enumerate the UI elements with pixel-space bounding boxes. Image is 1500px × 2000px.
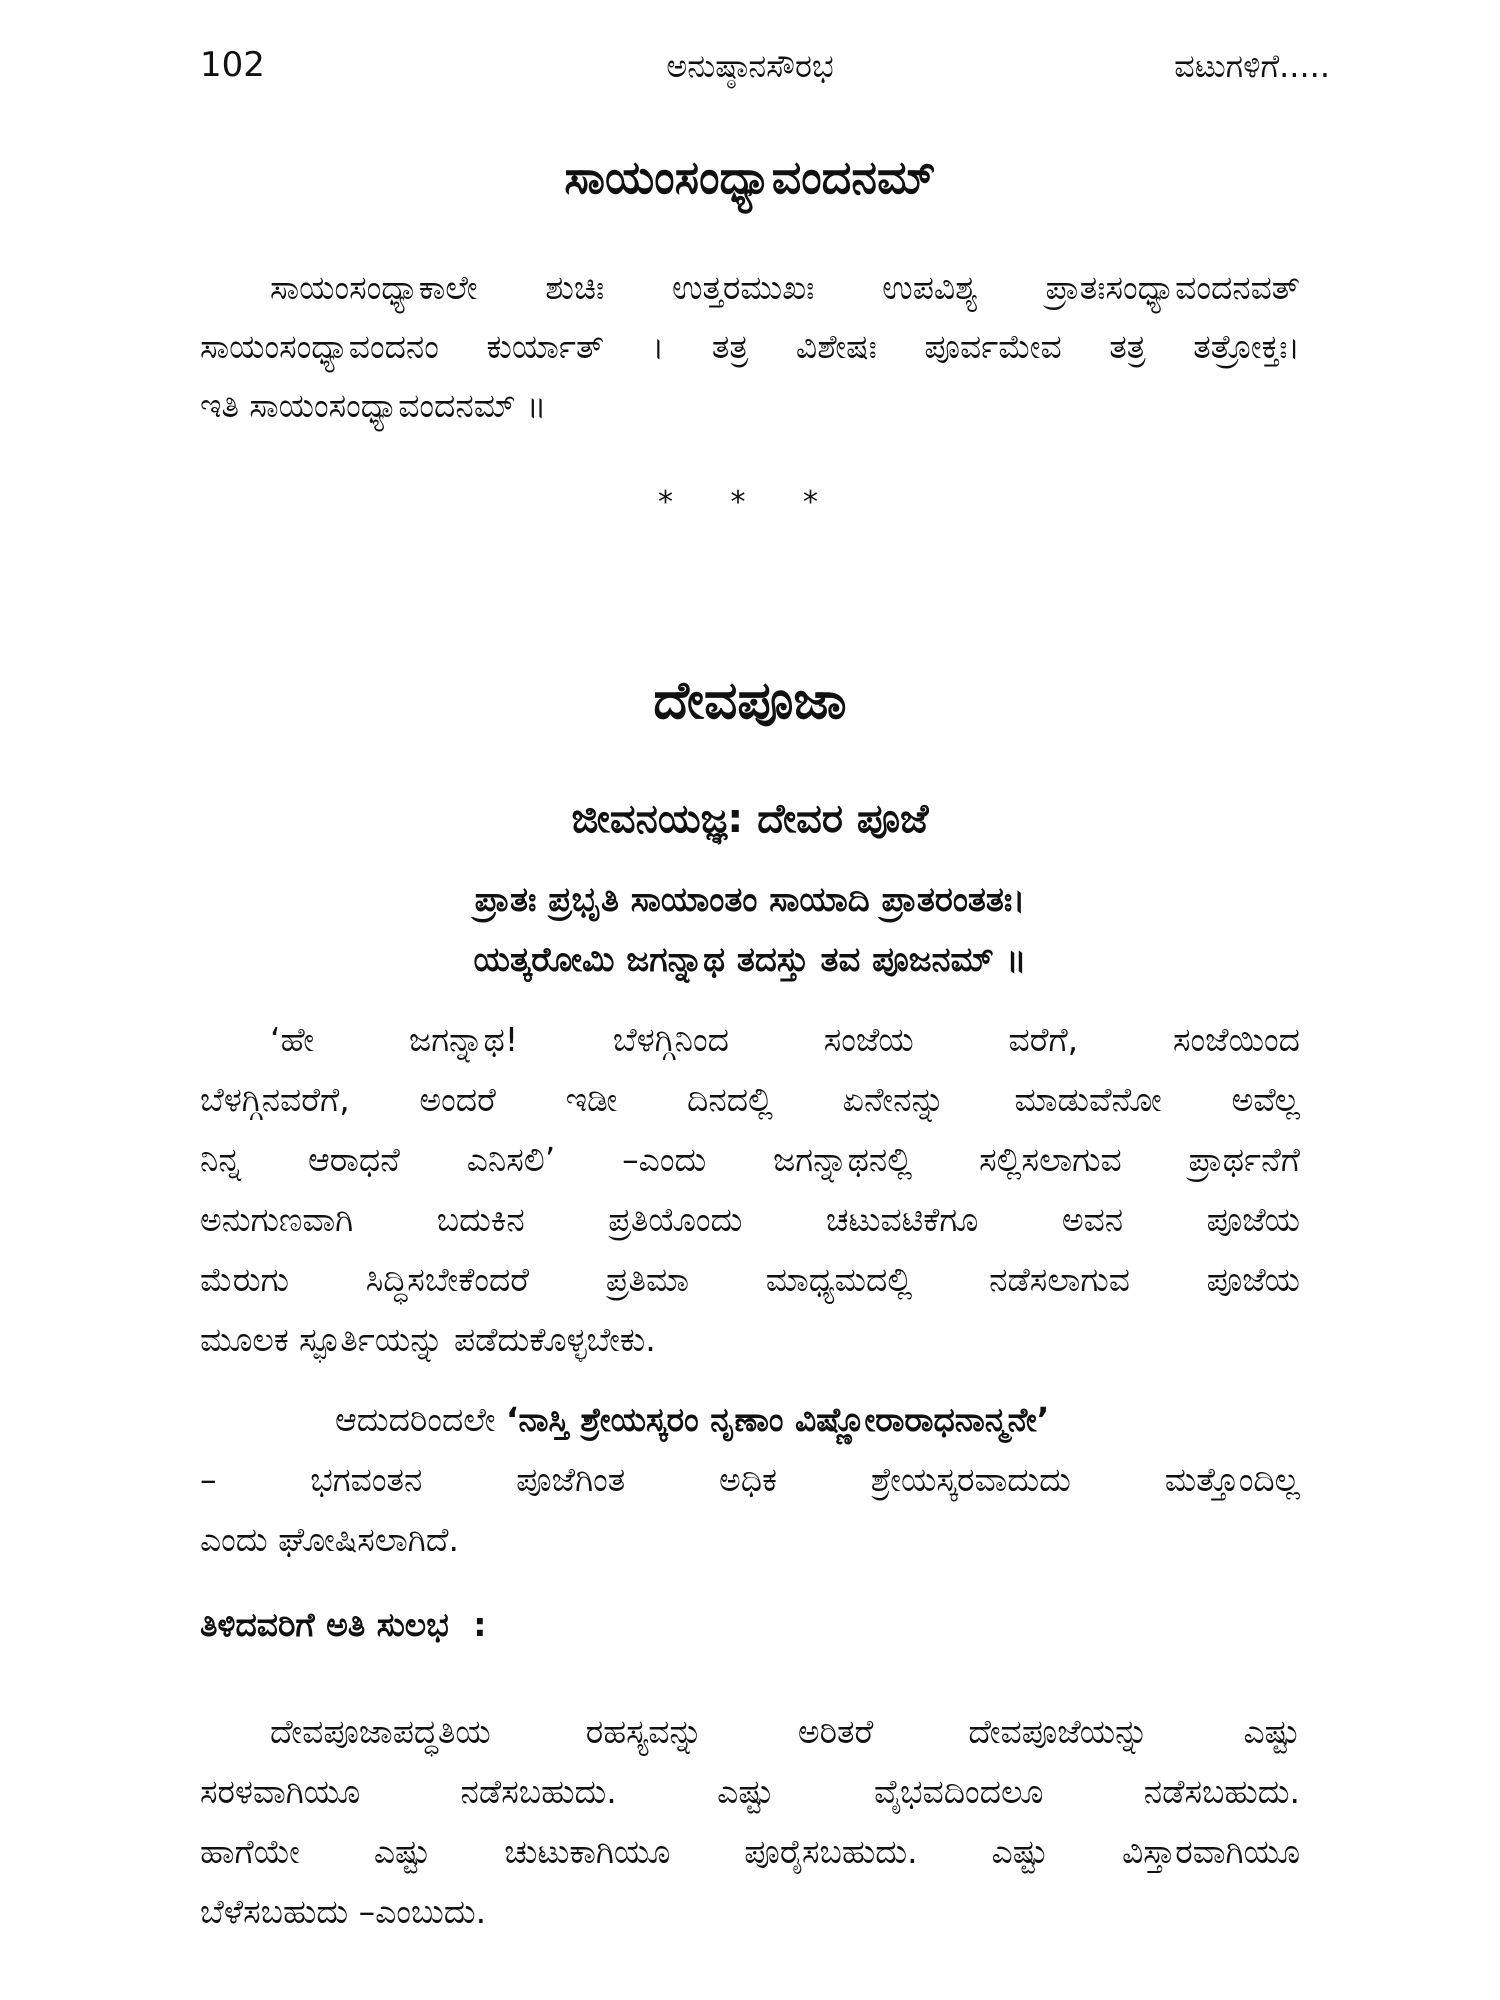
para1-line-3: ನಿನ್ನ ಆರಾಧನೆ ಎನಿಸಲಿ’ –ಎಂದು ಜಗನ್ನಾಥನಲ್ಲಿ ಸಲ್ಲಿಸಲಾಗುವ ಪ್ರಾರ್ಥನೆಗೆ [200,1140,1300,1179]
para1-line-2: ಬೆಳಗ್ಗಿನವರೆಗೆ, ಅಂದರೆ ಇಡೀ ದಿನದಲ್ಲಿ ಏನೇನನ್ನು ಮಾಡುವೆನೋ ಅವೆಲ್ಲ [200,1080,1300,1119]
devapuja-subtitle: ಜೀವನಯಜ್ಞ: ದೇವರ ಪೂಜೆ [571,796,929,842]
para2-line-2: – ಭಗವಂತನ ಪೂಜೆಗಿಂತ ಅಧಿಕ ಶ್ರೇಯಸ್ಕರವಾದುದು ಮತ್ತೊಂದಿಲ್ಲ [200,1460,1300,1499]
sayam-line-3: ಇತಿ ಸಾಯಂಸಂಧ್ಯಾವಂದನಮ್ ॥ [200,386,547,425]
para1-line-6: ಮೂಲಕ ಸ್ಫೂರ್ತಿಯನ್ನು ಪಡೆದುಕೊಳ್ಳಬೇಕು. [200,1320,656,1359]
para1-line-1: ‘ಹೇ ಜಗನ್ನಾಥ! ಬೆಳಗ್ಗಿನಿಂದ ಸಂಜೆಯ ವರೆಗೆ, ಸಂಜೆಯಿಂದ [270,1020,1300,1059]
para1-line-5: ಮೆರುಗು ಸಿದ್ಧಿಸಬೇಕೆಂದರೆ ಪ್ರತಿಮಾ ಮಾಧ್ಯಮದಲ್ಲಿ ನಡೆಸಲಾಗುವ ಪೂಜೆಯ [200,1260,1300,1299]
para2-line-1 [335,1400,1300,1440]
verse-line-2: ಯತ್ಕರೋಮಿ ಜಗನ್ನಾಥ ತದಸ್ತು ತವ ಪೂಜನಮ್ ॥ [473,940,1027,980]
subheading-easy-for-knowers [200,1605,486,1645]
para3-line-2: ಸರಳವಾಗಿಯೂ ನಡೆಸಬಹುದು. ಎಷ್ಟು ವೈಭವದಿಂದಲೂ ನಡೆಸಬಹುದು. [200,1772,1300,1811]
para2-line-3: ಎಂದು ಘೋಷಿಸಲಾಗಿದೆ. [200,1520,459,1559]
subheading-colon: : [473,1605,487,1644]
verse-line-1: ಪ್ರಾತಃ ಪ್ರಭೃತಿ ಸಾಯಾಂತಂ ಸಾಯಾದಿ ಪ್ರಾತರಂತತಃ। [474,880,1026,920]
section-separator: * * * [657,485,843,520]
para2-intro: ಆದುದರಿಂದಲೇ [335,1400,496,1439]
page-number: 102 [200,45,265,85]
section-title-devapuja: ದೇವಪೂಜಾ [653,671,847,731]
para3-line-1: ದೇವಪೂಜಾಪದ್ಧತಿಯ ರಹಸ್ಯವನ್ನು ಅರಿತರೆ ದೇವಪೂಜೆಯನ್ನು ಎಷ್ಟು [270,1712,1300,1751]
sayam-line-2: ಸಾಯಂಸಂಧ್ಯಾವಂದನಂ ಕುರ್ಯಾತ್ । ತತ್ರ ವಿಶೇಷಃ ಪೂರ್ವಮೇವ ತತ್ರ ತತ್ರೋಕ್ತಃ। [200,327,1300,366]
section-title-sayam: ಸಾಯಂಸಂಧ್ಯಾವಂದನಮ್ [564,150,936,204]
para1-line-4: ಅನುಗುಣವಾಗಿ ಬದುಕಿನ ಪ್ರತಿಯೊಂದು ಚಟುವಟಿಕೆಗೂ ಅವನ ಪೂಜೆಯ [200,1200,1300,1239]
running-title: ಅನುಷ್ಠಾನಸೌರಭ [666,47,834,85]
running-section: ವಟುಗಳಿಗೆ..... [1174,47,1330,85]
para2-sanskrit-quote: ‘ನಾಸ್ತಿ ಶ್ರೇಯಸ್ಕರಂ ನೃಣಾಂ ವಿಷ್ಣೋರಾರಾಧನಾನ್ಮನೇ’ [505,1400,1050,1439]
para3-line-4: ಬೆಳೆಸಬಹುದು –ಎಂಬುದು. [200,1892,487,1931]
para3-line-3: ಹಾಗೆಯೇ ಎಷ್ಟು ಚುಟುಕಾಗಿಯೂ ಪೂರೈಸಬಹುದು. ಎಷ್ಟು ವಿಸ್ತಾರವಾಗಿಯೂ [200,1832,1300,1871]
subheading-text: ತಿಳಿದವರಿಗೆ ಅತಿ ಸುಲಭ [200,1605,449,1644]
sayam-line-1: ಸಾಯಂಸಂಧ್ಯಾಕಾಲೇ ಶುಚಿಃ ಉತ್ತರಮುಖಃ ಉಪವಿಶ್ಯ ಪ್ರಾತಃಸಂಧ್ಯಾವಂದನವತ್ [270,268,1300,307]
